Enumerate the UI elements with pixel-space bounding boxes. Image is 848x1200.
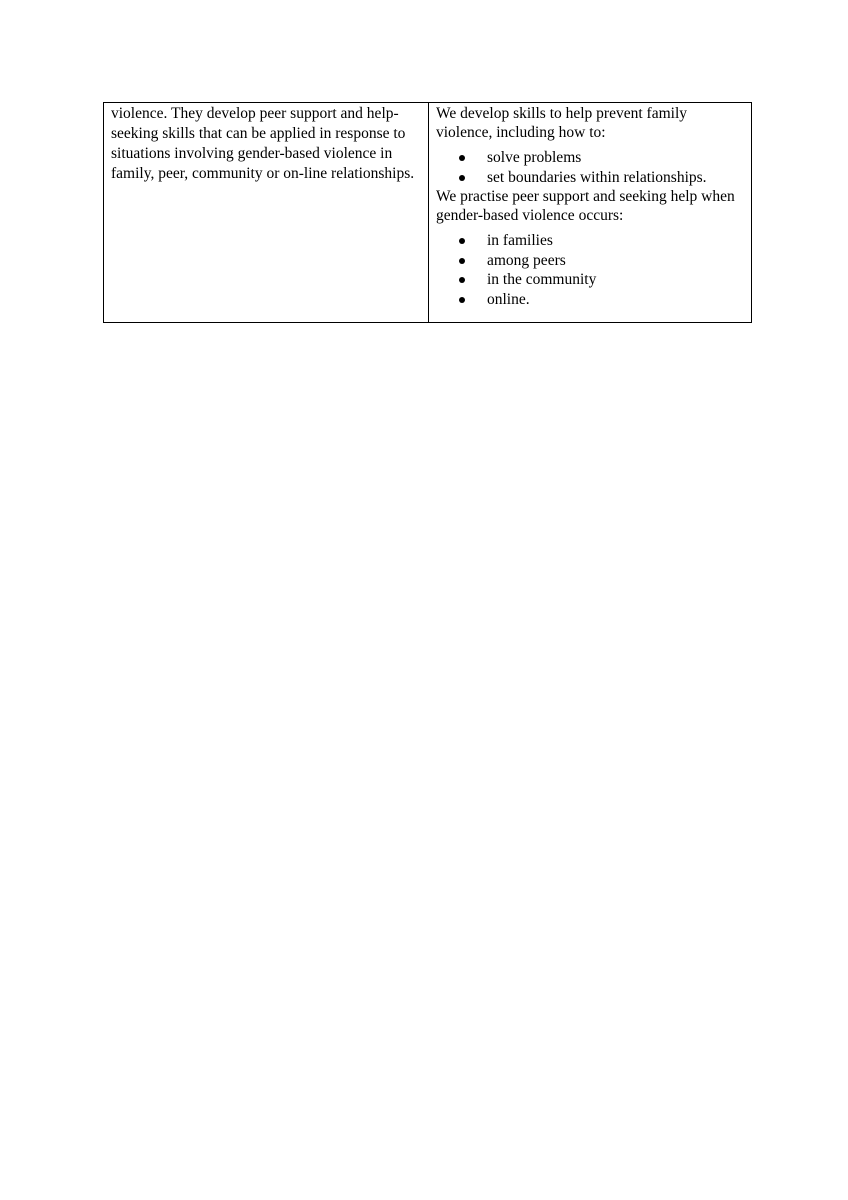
contexts-list — [436, 231, 745, 309]
list-item — [436, 168, 745, 188]
list-item-text: in families — [487, 232, 553, 249]
curriculum-table — [103, 102, 752, 323]
bullet-icon — [459, 155, 465, 161]
skills-list — [436, 148, 745, 187]
list-item — [436, 251, 745, 271]
list-item-text: online. — [487, 290, 530, 308]
list-item — [436, 290, 745, 310]
list-item-text: among peers — [487, 251, 566, 269]
text-line: violence. They develop peer support and help- — [111, 105, 399, 122]
bullet-icon — [459, 238, 465, 244]
bullet-icon — [459, 258, 465, 264]
table-cell-student-voice — [429, 103, 751, 322]
list-item-text: solve problems — [487, 149, 582, 166]
list-item-text: set boundaries within relationships. — [487, 168, 707, 186]
list-item-text: in the community — [487, 271, 597, 288]
text-line: seeking skills that can be applied in response to — [111, 125, 406, 142]
bullet-icon — [459, 297, 465, 303]
bullet-icon — [459, 277, 465, 283]
bullet-icon — [459, 175, 465, 181]
text-line: gender-based violence occurs: — [436, 207, 624, 224]
list-item — [436, 270, 745, 290]
text-line: We develop skills to help prevent family — [436, 105, 687, 122]
text-line: violence, including how to: — [436, 124, 606, 141]
text-line: situations involving gender-based violence in — [111, 145, 393, 162]
list-item — [436, 231, 745, 251]
list-item — [436, 148, 745, 168]
text-line: We practise peer support and seeking help when — [436, 188, 735, 205]
text-line: family, peer, community or on-line relationships. — [111, 165, 415, 182]
table-cell-description — [104, 103, 429, 322]
